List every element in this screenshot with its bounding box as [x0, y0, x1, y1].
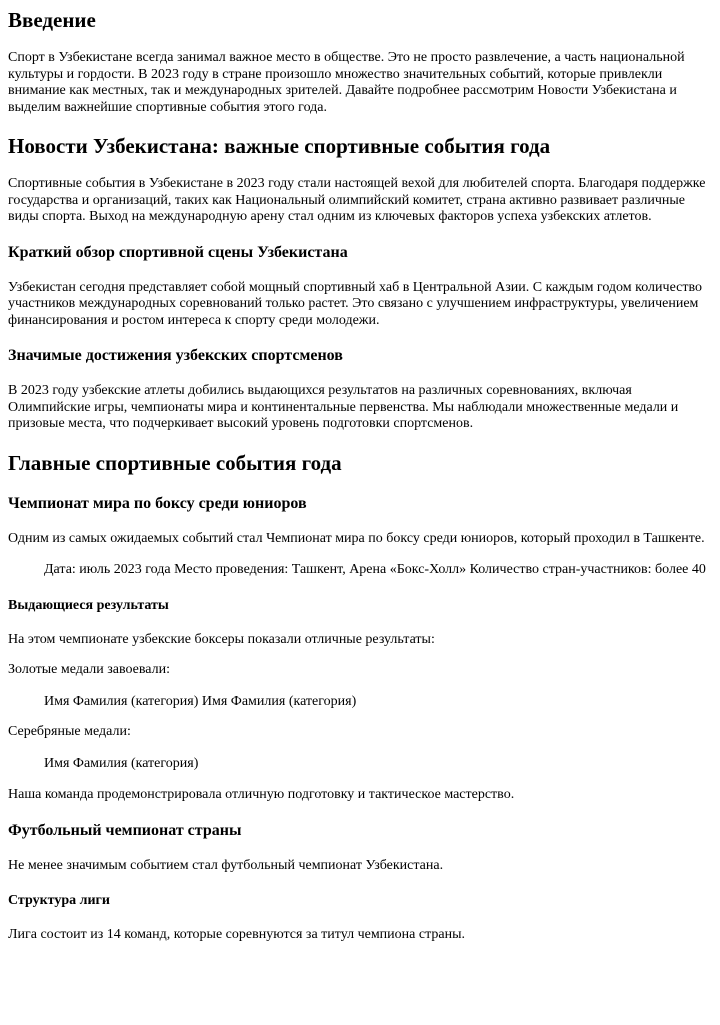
- results-heading: Выдающиеся результаты: [8, 597, 169, 613]
- boxing-paragraph: Одним из самых ожидаемых событий стал Чемпионат мира по боксу среди юниоров, который проходил в Ташкенте.: [8, 530, 705, 546]
- boxing-details: Дата: июль 2023 года Место проведения: Ташкент, Арена «Бокс-Холл» Количество стран-участников: более 40: [44, 562, 706, 577]
- intro-heading: Введение: [8, 8, 96, 32]
- results-conclusion: Наша команда продемонстрировала отличную подготовку и тактическое мастерство.: [8, 787, 515, 802]
- news-paragraph: Спортивные события в Узбекистане в 2023 году стали настоящей вехой для любителей спорта. Благодаря поддержке государства и организаций, таких как Национальный олимпийский комитет, страна активно развивает различные виды спорта. Выход на международную арену стал одним из ключевых факторов успеха узбекских атлетов.: [8, 176, 706, 224]
- league-structure-paragraph: Лига состоит из 14 команд, которые соревнуются за титул чемпиона страны.: [8, 927, 465, 942]
- news-heading: Новости Узбекистана: важные спортивные события года: [8, 134, 551, 158]
- silver-label: Серебряные медали:: [8, 724, 131, 739]
- gold-label: Золотые медали завоевали:: [8, 662, 170, 677]
- football-paragraph: Не менее значимым событием стал футбольный чемпионат Узбекистана.: [8, 857, 444, 873]
- silver-list: Имя Фамилия (категория): [44, 755, 199, 771]
- intro-paragraph: Спорт в Узбекистане всегда занимал важное место в обществе. Это не просто развлечение, а часть национальной культуры и гордости. В 2023 году в стране произошло множество значительных событий, которые привлекли внимание как местных, так и международных зрителей. Давайте подробнее рассмотрим Новости Узбекистана и выделим важнейшие спортивные события этого года.: [8, 50, 685, 115]
- results-intro: На этом чемпионате узбекские боксеры показали отличные результаты:: [8, 631, 435, 647]
- events-heading: Главные спортивные события года: [8, 450, 342, 475]
- overview-heading: Краткий обзор спортивной сцены Узбекистана: [8, 243, 348, 261]
- league-structure-heading: Структура лиги: [8, 893, 110, 908]
- achievements-heading: Значимые достижения узбекских спортсменов: [8, 347, 343, 364]
- article: [0, 8, 720, 944]
- gold-list: Имя Фамилия (категория) Имя Фамилия (категория): [44, 693, 357, 709]
- football-heading: Футбольный чемпионат страны: [8, 821, 242, 839]
- overview-paragraph: Узбекистан сегодня представляет собой мощный спортивный хаб в Центральной Азии. С каждым годом количество участников международных соревнований только растет. Это связано с улучшением инфраструктуры, увеличением финансирования и ростом интереса к спорту среди молодежи.: [8, 279, 702, 328]
- boxing-heading: Чемпионат мира по боксу среди юниоров: [8, 494, 307, 512]
- achievements-paragraph: В 2023 году узбекские атлеты добились выдающихся результатов на различных соревнованиях, включая Олимпийские игры, чемпионаты мира и континентальные первенства. Мы наблюдали множественные медали и призовые места, что подчеркивает высокий уровень подготовки спортсменов.: [8, 383, 679, 431]
